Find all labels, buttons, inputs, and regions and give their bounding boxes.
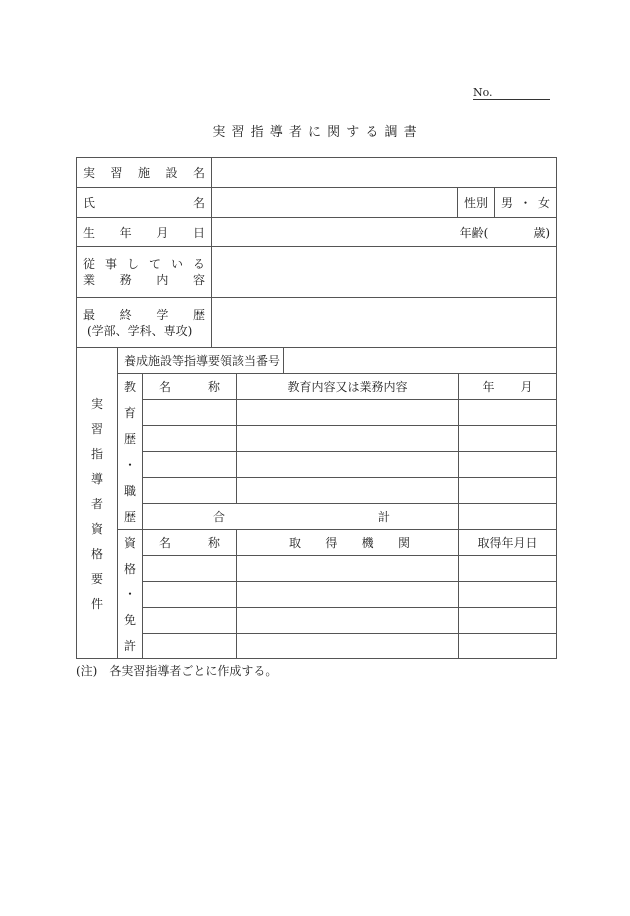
label-char: 計 [378, 510, 391, 524]
label-char: 習 [90, 421, 103, 436]
education-sublabel: (学部、学科、専攻) [87, 323, 193, 338]
license-row-1-date[interactable] [458, 555, 557, 582]
label-char: 内 [156, 273, 169, 287]
history-row-1-name[interactable] [142, 399, 237, 426]
label-char: 最 [83, 307, 96, 322]
label-char: 関 [397, 536, 410, 550]
history-row-3-period[interactable] [458, 451, 557, 478]
history-row-4-content[interactable] [236, 477, 459, 504]
label-char: 従 [83, 257, 96, 271]
history-header-name [142, 373, 237, 400]
history-row-3-content[interactable] [236, 451, 459, 478]
history-header-period [458, 373, 557, 400]
label-char: 氏 [83, 196, 96, 210]
label-char: 施 [137, 166, 150, 180]
label-char: 名 [159, 536, 172, 550]
license-header-issuer [236, 529, 459, 556]
label-char: 歴 [123, 509, 136, 524]
qualification-section-label [76, 347, 118, 659]
label-char: 日 [192, 225, 205, 240]
label-char: 容 [192, 273, 205, 287]
label-char: 資 [90, 521, 103, 536]
label-char: 月 [156, 225, 169, 240]
history-row-1-period[interactable] [458, 399, 557, 426]
label-char: ・ [123, 587, 136, 602]
number-label: No. [473, 86, 493, 99]
birth-label [76, 217, 212, 247]
history-row-4-name[interactable] [142, 477, 237, 504]
label-char: 歴 [192, 307, 205, 322]
education-label [76, 297, 212, 348]
label-char: 資 [123, 536, 136, 551]
label-char: 名 [159, 380, 172, 394]
history-row-4-period[interactable] [458, 477, 557, 504]
label-char: 免 [123, 613, 136, 628]
name-input[interactable] [211, 187, 458, 218]
facility-input[interactable] [211, 157, 557, 188]
ref-number-input[interactable] [283, 347, 557, 374]
birth-input[interactable] [211, 217, 557, 247]
label-char: 事 [104, 257, 117, 271]
label-char: 指 [90, 446, 103, 461]
gender-male[interactable]: 男 [501, 196, 514, 210]
license-row-4-issuer[interactable] [236, 633, 459, 659]
gender-separator: ・ [519, 196, 532, 210]
label-char: 教 [123, 380, 136, 395]
label-char: 格 [123, 561, 136, 576]
label-char: 実 [90, 396, 103, 411]
label-char: 合 [213, 510, 226, 524]
label-char: 名 [192, 166, 205, 180]
license-row-2-issuer[interactable] [236, 581, 459, 608]
history-row-2-name[interactable] [142, 425, 237, 452]
label-char: 歴 [123, 432, 136, 447]
label-char: し [126, 257, 139, 271]
facility-label [76, 157, 212, 188]
label-char: 取 [289, 536, 302, 550]
label-char: 学 [156, 307, 169, 322]
label-char: 許 [123, 638, 136, 653]
label-char: る [192, 257, 205, 271]
license-header-date: 取得年月日 [458, 529, 557, 556]
label-char: 導 [90, 471, 103, 486]
history-row-2-content[interactable] [236, 425, 459, 452]
label-char: 業 [83, 273, 96, 287]
label-char: ・ [123, 457, 136, 472]
footnote: (注) 各実習指導者ごとに作成する。 [76, 664, 278, 678]
license-row-2-name[interactable] [142, 581, 237, 608]
history-row-3-name[interactable] [142, 451, 237, 478]
label-char: 得 [325, 536, 338, 550]
age-unit: 歳) [533, 225, 550, 240]
page-title: 実 習 指 導 者 に 関 す る 調 書 [212, 125, 418, 140]
total-label [142, 503, 459, 530]
history-row-2-period[interactable] [458, 425, 557, 452]
label-char: 務 [119, 273, 132, 287]
education-input[interactable] [211, 297, 557, 348]
license-header-name [142, 529, 237, 556]
label-char: 者 [90, 496, 103, 511]
label-char: 終 [119, 307, 132, 322]
license-row-4-date[interactable] [458, 633, 557, 659]
age-label: 年齢( [459, 225, 489, 240]
label-char: 月 [520, 380, 533, 394]
label-char: 名 [192, 196, 205, 210]
label-char: て [148, 257, 161, 271]
history-label [117, 373, 143, 530]
label-char: 要 [90, 571, 103, 586]
label-char: 格 [90, 546, 103, 561]
name-label [76, 187, 212, 218]
history-header-content: 教育内容又は業務内容 [236, 373, 459, 400]
license-row-3-name[interactable] [142, 607, 237, 634]
license-row-4-name[interactable] [142, 633, 237, 659]
total-input[interactable] [458, 503, 557, 530]
label-char: 設 [165, 166, 178, 180]
label-char: 習 [110, 166, 123, 180]
label-char: 機 [361, 536, 374, 550]
license-row-3-date[interactable] [458, 607, 557, 634]
duty-input[interactable] [211, 246, 557, 298]
label-char: 称 [207, 536, 220, 550]
history-row-1-content[interactable] [236, 399, 459, 426]
ref-number-label: 養成施設等指導要領該当番号 [117, 347, 284, 374]
license-row-3-issuer[interactable] [236, 607, 459, 634]
number-field[interactable] [473, 86, 550, 100]
label-char: 年 [482, 380, 495, 394]
label-char: い [170, 257, 183, 271]
license-row-2-date[interactable] [458, 581, 557, 608]
gender-label: 性別 [457, 187, 495, 218]
duty-label [76, 246, 212, 298]
label-char: 生 [83, 225, 96, 240]
label-char: 件 [90, 596, 103, 611]
license-row-1-name[interactable] [142, 555, 237, 582]
license-row-1-issuer[interactable] [236, 555, 459, 582]
label-char: 職 [123, 483, 136, 498]
label-char: 年 [119, 225, 132, 240]
label-char: 育 [123, 406, 136, 421]
label-char: 称 [207, 380, 220, 394]
gender-options[interactable] [494, 187, 557, 218]
gender-female[interactable]: 女 [537, 196, 550, 210]
license-label [117, 529, 143, 659]
label-char: 実 [83, 166, 96, 180]
